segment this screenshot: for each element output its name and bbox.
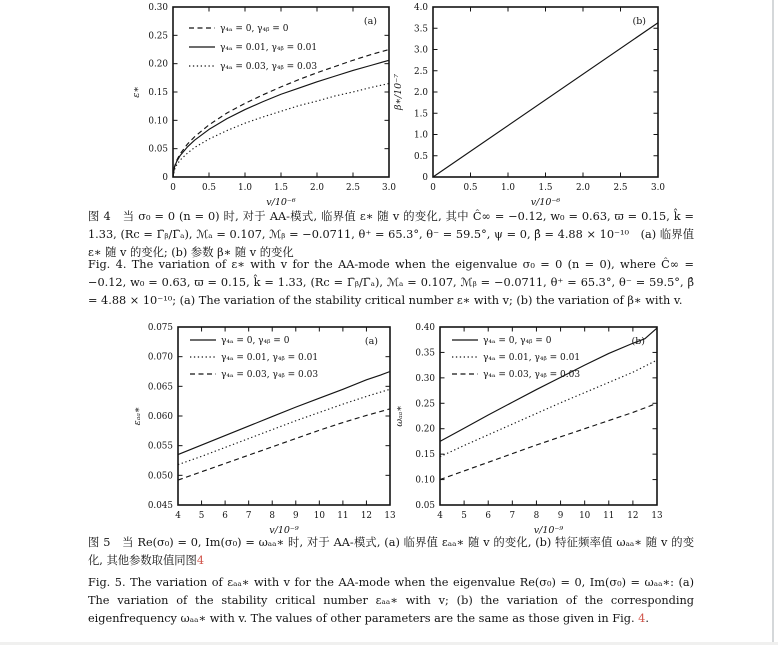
svg-text:0.045: 0.045 [147,501,173,511]
figure5-caption-en-tail: . [645,612,649,626]
svg-text:0.5: 0.5 [463,183,478,193]
svg-text:0.15: 0.15 [415,450,435,461]
svg-text:3.5: 3.5 [414,24,428,35]
svg-text:γ₄ₐ = 0, γ₄ᵦ = 0: γ₄ₐ = 0, γ₄ᵦ = 0 [483,336,552,347]
svg-text:0.070: 0.070 [147,352,173,363]
svg-text:γ₄ₐ = 0.01, γ₄ᵦ = 0.01: γ₄ₐ = 0.01, γ₄ᵦ = 0.01 [483,353,581,364]
figure5-caption-en [88,574,694,628]
svg-text:1.0: 1.0 [501,183,515,193]
figure5-panel-b-chart [392,320,668,540]
svg-text:6: 6 [222,511,228,521]
svg-text:2.5: 2.5 [346,183,360,193]
figure4-panel-b-chart [386,2,668,212]
svg-text:γ₄ₐ = 0.03, γ₄ᵦ = 0.03: γ₄ₐ = 0.03, γ₄ᵦ = 0.03 [221,370,319,381]
svg-text:0.060: 0.060 [147,412,173,422]
svg-text:10: 10 [579,511,591,521]
svg-text:5: 5 [461,511,467,521]
figure5-caption-cn-text: 图 5 当 Re(σ₀) = 0, Im(σ₀) = ωₐₐ∗ 时, 对于 AA-模式, (a) 临界值 εₐₐ∗ 随 v 的变化, (b) 特征频率值 ωₐₐ∗ 随 v 的变化, 其他参数取值同图 [88,536,694,568]
svg-text:12: 12 [360,511,373,521]
svg-text:7: 7 [245,511,252,521]
svg-text:4.0: 4.0 [414,3,428,13]
svg-text:v/10⁻⁶: v/10⁻⁶ [530,197,561,208]
svg-text:4: 4 [175,511,181,521]
svg-text:β∗/10⁻⁷: β∗/10⁻⁷ [393,73,404,111]
svg-text:(a): (a) [363,16,377,27]
svg-text:(a): (a) [364,336,378,347]
svg-text:9: 9 [557,511,564,521]
figure4-panel-a-chart [128,2,400,212]
svg-text:0: 0 [430,183,436,193]
svg-text:0.10: 0.10 [415,475,435,486]
svg-text:0.15: 0.15 [148,88,168,98]
figure5-panel-a-chart [132,320,400,540]
svg-text:8: 8 [533,511,540,521]
svg-text:γ₄ₐ = 0.03, γ₄ᵦ = 0.03: γ₄ₐ = 0.03, γ₄ᵦ = 0.03 [483,370,581,381]
svg-text:γ₄ₐ = 0, γ₄ᵦ = 0: γ₄ₐ = 0, γ₄ᵦ = 0 [220,24,289,35]
svg-text:γ₄ₐ = 0, γ₄ᵦ = 0: γ₄ₐ = 0, γ₄ᵦ = 0 [221,336,290,347]
svg-text:8: 8 [269,511,276,521]
svg-text:1.5: 1.5 [538,183,553,193]
svg-text:(b): (b) [632,16,646,27]
svg-text:0.05: 0.05 [148,144,168,155]
svg-text:0.30: 0.30 [415,373,435,384]
svg-text:εₐₐ∗: εₐₐ∗ [132,406,143,426]
svg-text:13: 13 [384,511,396,521]
svg-text:0.055: 0.055 [147,441,173,452]
svg-text:0.25: 0.25 [415,399,435,410]
svg-text:0.20: 0.20 [415,424,435,435]
svg-text:0.20: 0.20 [148,59,168,70]
figure4-reference-link-en[interactable]: 4 [638,612,646,626]
svg-text:12: 12 [627,511,639,521]
svg-text:1.5: 1.5 [414,109,428,120]
svg-text:(b): (b) [631,336,645,347]
svg-text:10: 10 [313,511,325,521]
svg-text:0.30: 0.30 [148,3,168,13]
svg-text:1.0: 1.0 [238,183,252,193]
svg-text:6: 6 [485,511,492,521]
svg-text:3.0: 3.0 [382,183,396,193]
svg-text:1.0: 1.0 [414,130,428,141]
svg-text:γ₄ₐ = 0.01, γ₄ᵦ = 0.01: γ₄ₐ = 0.01, γ₄ᵦ = 0.01 [220,43,318,54]
svg-text:0: 0 [422,173,428,183]
svg-text:4: 4 [437,511,443,521]
svg-text:11: 11 [603,511,615,521]
svg-text:0.10: 0.10 [148,116,168,127]
page-right-edge [772,0,774,645]
figure4-reference-link-cn[interactable]: 4 [196,554,205,568]
svg-text:1.5: 1.5 [274,183,288,193]
svg-text:13: 13 [651,511,663,521]
svg-text:0.25: 0.25 [148,31,168,42]
svg-text:0.5: 0.5 [202,183,216,193]
svg-text:2.0: 2.0 [310,183,324,193]
svg-text:0: 0 [170,183,176,193]
svg-text:γ₄ₐ = 0.03, γ₄ᵦ = 0.03: γ₄ₐ = 0.03, γ₄ᵦ = 0.03 [220,62,318,73]
svg-text:0.35: 0.35 [415,348,435,359]
figure5-caption-en-text: Fig. 5. The variation of εₐₐ∗ with v for the AA-mode when the eigenvalue Re(σ₀) = 0, Im(σ₀) = ωₐₐ∗: (a) The variation of the stability critical number εₐₐ∗ with v; (b) the variation of the corresponding eigenfrequency ωₐₐ∗ with v. The values of other parameters are the same as those given in Fig. [88,576,694,626]
svg-text:2.5: 2.5 [613,183,628,193]
svg-text:3.0: 3.0 [414,45,428,56]
figure4-caption-cn: 图 4 当 σ₀ = 0 (n = 0) 时, 对于 AA-模式, 临界值 ε∗ 随 v 的变化, 其中 Ĉ∞ = −0.12, w₀ = 0.63, ϖ = 0.15, k̂ = 1.33, (Rc = Γ̄ᵦ/Γ̄ₐ), ℳₐ = 0.107, ℳᵦ = −0.0711, θ⁺ = 65.3°, θ⁻ = 59.5°, ψ = 0, β̂ = 4.88 × 10⁻¹⁰ (a) 临界值 ε∗ 随 v 的变化; (b) 参数 β∗ 随 v 的变化 [88,210,694,260]
svg-text:0.05: 0.05 [415,501,435,511]
svg-text:0.5: 0.5 [414,151,428,162]
svg-text:0.050: 0.050 [147,471,173,482]
svg-text:11: 11 [337,511,349,521]
svg-text:0.065: 0.065 [147,382,173,393]
figure4-caption-en: Fig. 4. The variation of ε∗ with v for the AA-mode when the eigenvalue σ₀ = 0 (n = 0), where Ĉ∞ = −0.12, w₀ = 0.63, ϖ = 0.15, k̂ = 1.33, (Rc = Γ̄ᵦ/Γ̄ₐ), ℳₐ = 0.107, ℳᵦ = −0.0711, θ⁺ = 65.3°, θ⁻ = 59.5°, β̂ = 4.88 × 10⁻¹⁰; (a) The variation of the stability critical number ε∗ with v; (b) the variation of β∗ with v. [88,258,694,308]
svg-text:5: 5 [198,511,205,521]
svg-text:γ₄ₐ = 0.01, γ₄ᵦ = 0.01: γ₄ₐ = 0.01, γ₄ᵦ = 0.01 [221,353,319,364]
svg-text:ωₐₐ∗: ωₐₐ∗ [394,405,405,427]
figure5-caption-cn [88,534,694,570]
svg-text:2.0: 2.0 [576,183,590,193]
svg-text:9: 9 [292,511,299,521]
svg-text:7: 7 [509,511,516,521]
svg-text:2.0: 2.0 [414,88,428,98]
svg-text:2.5: 2.5 [414,66,428,77]
svg-text:0.075: 0.075 [147,323,173,333]
svg-text:v/10⁻⁹: v/10⁻⁹ [533,525,564,536]
svg-text:ε∗: ε∗ [131,86,142,98]
svg-text:0: 0 [162,173,168,183]
svg-text:0.40: 0.40 [415,323,435,333]
svg-text:3.0: 3.0 [651,183,665,193]
svg-text:v/10⁻⁹: v/10⁻⁹ [269,525,299,536]
svg-text:v/10⁻⁶: v/10⁻⁶ [266,197,296,208]
